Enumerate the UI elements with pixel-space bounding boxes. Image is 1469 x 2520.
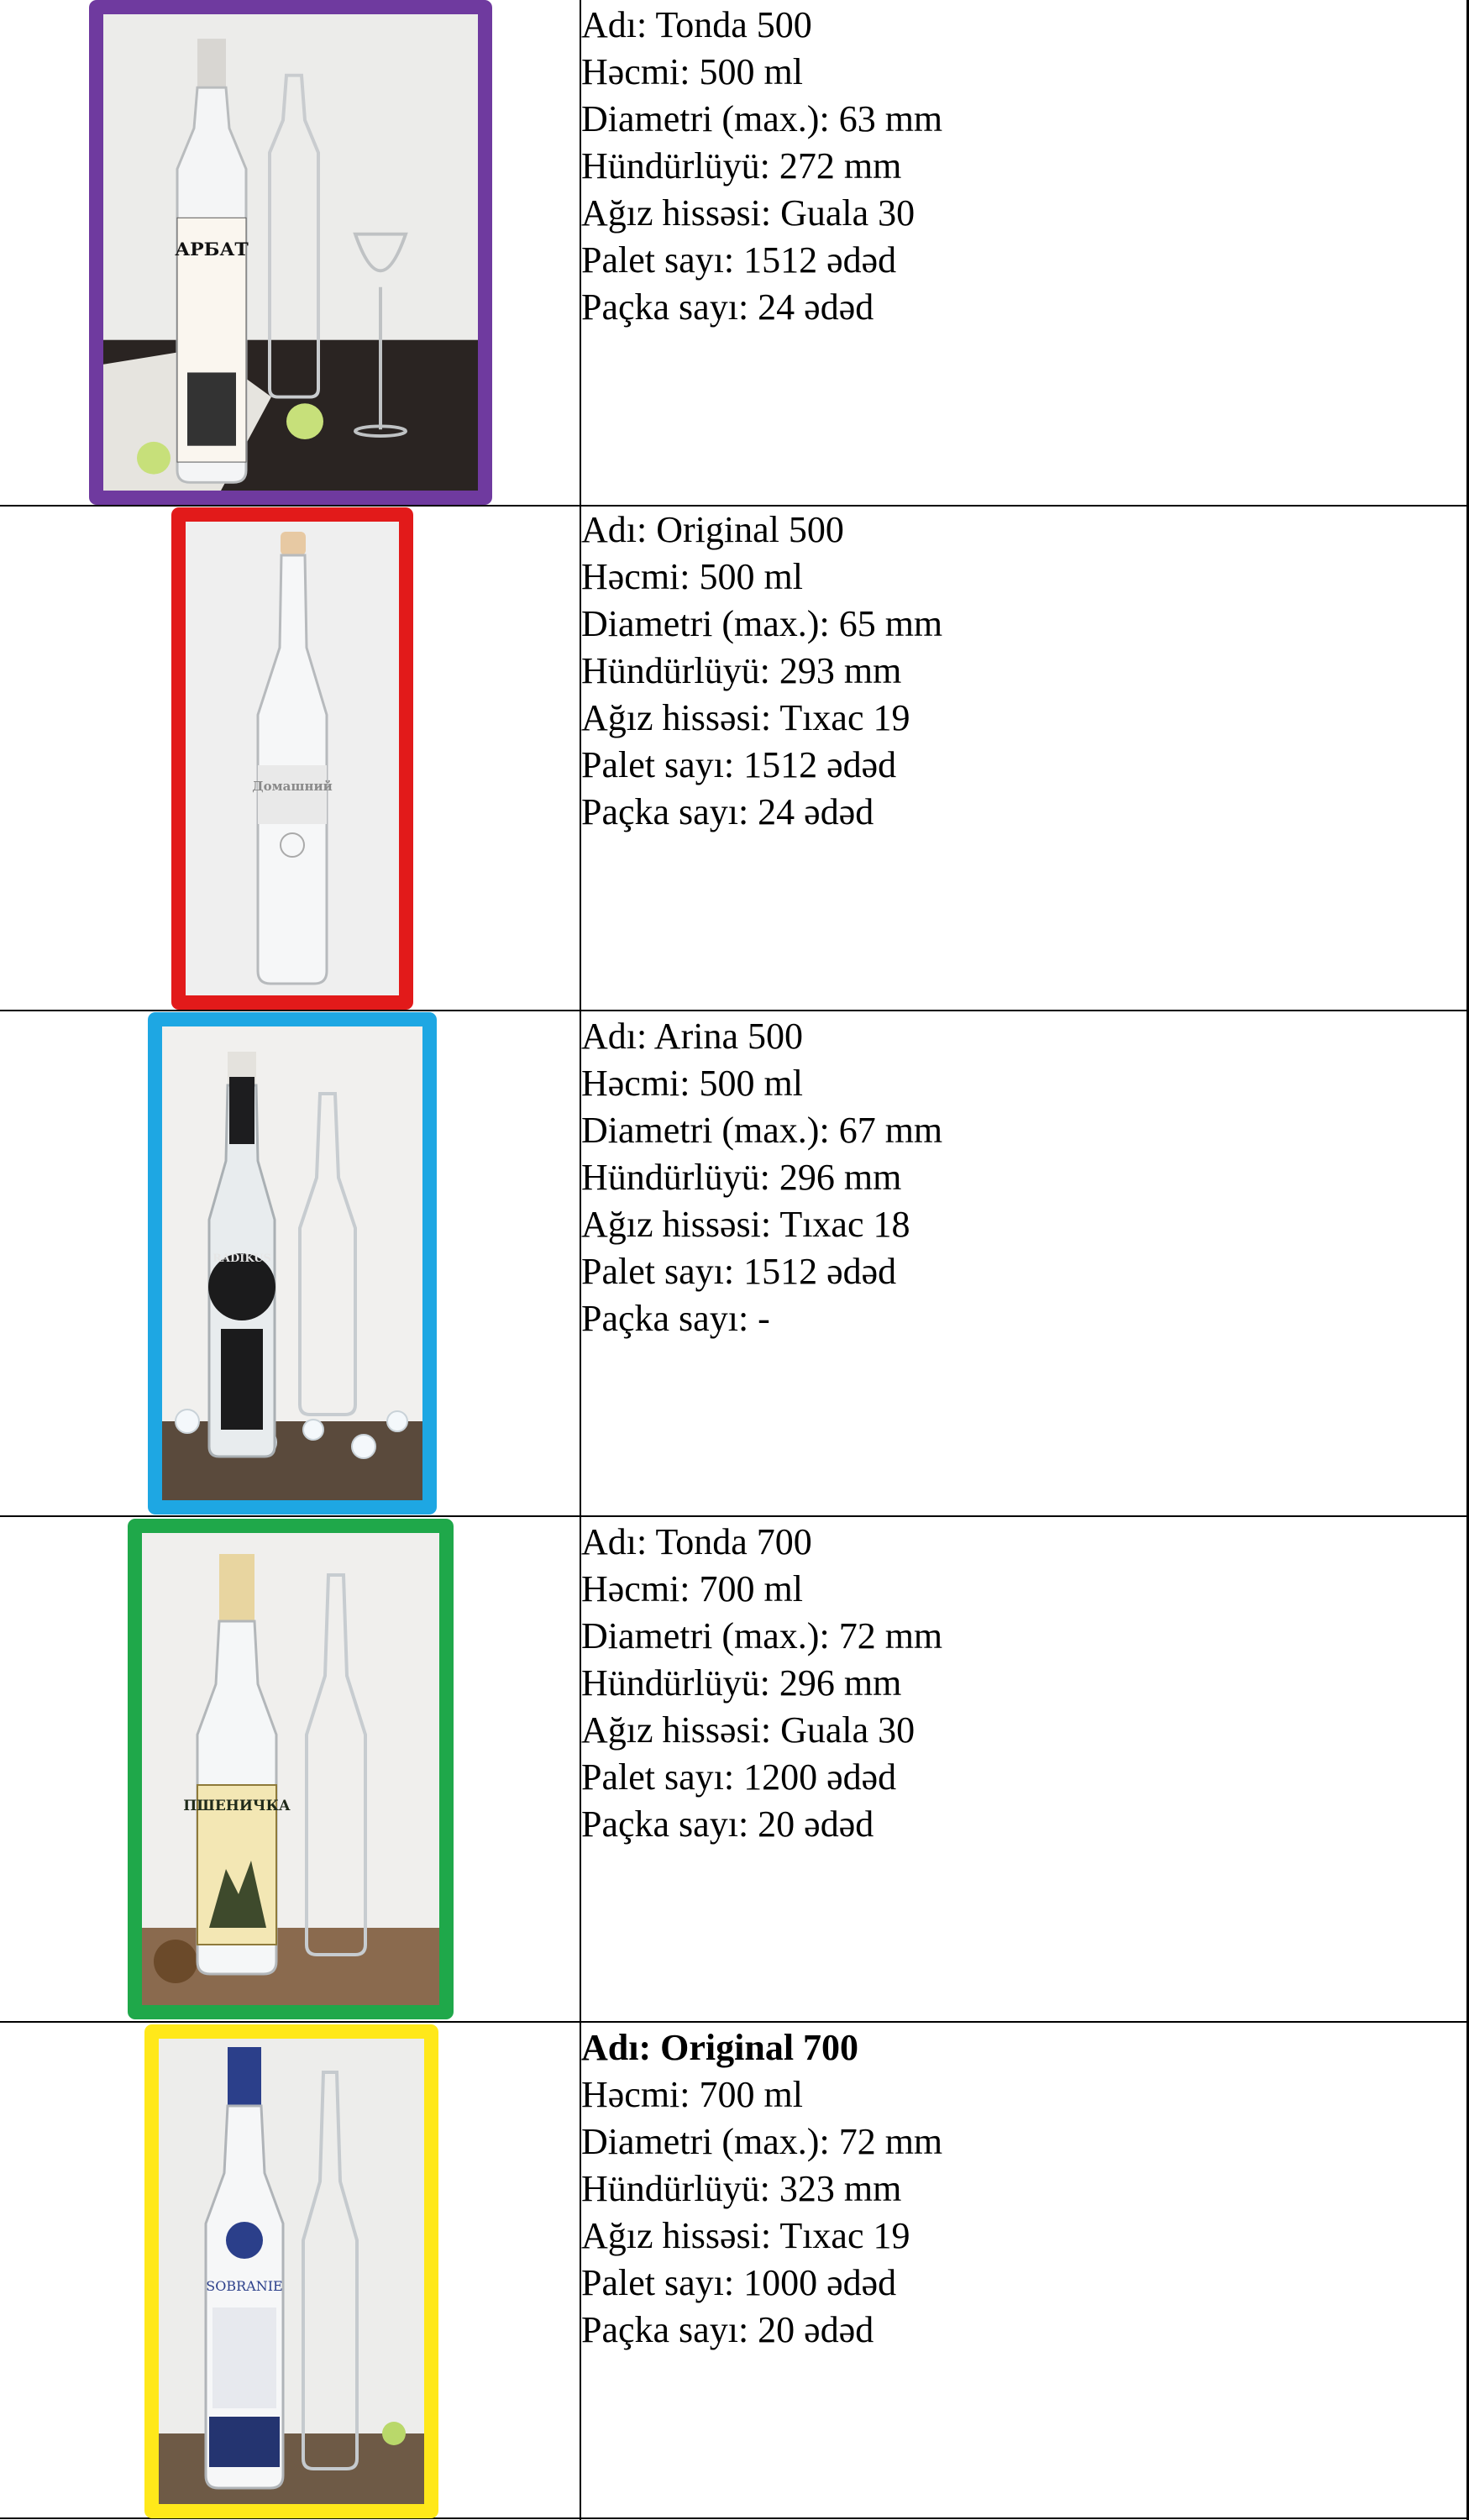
spec-height: Hündürlüyü: 296 mm — [581, 1662, 902, 1704]
spec-diameter: Diametri (max.): 63 mm — [581, 98, 943, 139]
bottle-label-text: Домашний — [252, 779, 333, 794]
spec-pack-count: Paçka sayı: - — [581, 1298, 770, 1339]
spec-pack-count: Paçka sayı: 24 ədəd — [581, 791, 874, 832]
product-photo — [171, 507, 413, 1010]
spec-neck-finish: Ağız hissəsi: Tıxac 19 — [581, 697, 910, 738]
spec-height: Hündürlüyü: 293 mm — [581, 650, 902, 691]
spec-name: Adı: Tonda 500 — [581, 4, 812, 45]
spec-pallet-count: Palet sayı: 1512 ədəd — [581, 744, 897, 785]
spec-diameter: Diametri (max.): 65 mm — [581, 603, 943, 644]
table-row-divider — [0, 2021, 1469, 2023]
spec-pallet-count: Palet sayı: 1512 ədəd — [581, 239, 897, 281]
spec-name: Adı: Original 500 — [581, 509, 844, 550]
product-specs — [581, 2, 942, 331]
table-row-divider — [0, 1515, 1469, 1517]
spec-volume: Həcmi: 700 ml — [581, 2074, 803, 2115]
spec-diameter: Diametri (max.): 72 mm — [581, 1615, 943, 1656]
spec-volume: Həcmi: 500 ml — [581, 556, 803, 597]
bottle-label-text: ПШЕНИЧКА — [183, 1798, 291, 1814]
spec-name: Adı: Arina 500 — [581, 1016, 803, 1057]
spec-pack-count: Paçka sayı: 20 ədəd — [581, 1803, 874, 1845]
bottle-label-text: SOBRANIE — [206, 2278, 283, 2294]
spec-pack-count: Paçka sayı: 20 ədəd — [581, 2309, 874, 2350]
spec-pallet-count: Palet sayı: 1000 ədəd — [581, 2262, 897, 2303]
spec-volume: Həcmi: 500 ml — [581, 51, 803, 92]
spec-neck-finish: Ağız hissəsi: Tıxac 18 — [581, 1204, 910, 1245]
spec-pallet-count: Palet sayı: 1200 ədəd — [581, 1756, 897, 1798]
spec-neck-finish: Ağız hissəsi: Guala 30 — [581, 1709, 916, 1751]
spec-diameter: Diametri (max.): 72 mm — [581, 2121, 943, 2162]
spec-volume: Həcmi: 500 ml — [581, 1063, 803, 1104]
product-photo — [128, 1519, 454, 2019]
product-photo — [89, 0, 492, 505]
table-row-divider — [0, 1010, 1469, 1011]
spec-height: Hündürlüyü: 323 mm — [581, 2168, 902, 2209]
bottle-label-text: RADIKUS — [212, 1252, 271, 1265]
spec-diameter: Diametri (max.): 67 mm — [581, 1110, 943, 1151]
product-photo — [144, 2024, 438, 2518]
spec-volume: Həcmi: 700 ml — [581, 1568, 803, 1609]
spec-height: Hündürlüyü: 272 mm — [581, 145, 902, 186]
spec-pallet-count: Palet sayı: 1512 ədəd — [581, 1251, 897, 1292]
product-specs — [581, 2024, 942, 2354]
product-specs — [581, 507, 942, 836]
spec-pack-count: Paçka sayı: 24 ədəd — [581, 286, 874, 328]
spec-height: Hündürlüyü: 296 mm — [581, 1157, 902, 1198]
product-photo — [148, 1012, 437, 1515]
bottle-label-text: АРБАТ — [175, 239, 249, 260]
spec-name: Adı: Original 700 — [581, 2027, 859, 2068]
product-specs — [581, 1013, 942, 1342]
product-specs — [581, 1519, 942, 1848]
spec-neck-finish: Ağız hissəsi: Guala 30 — [581, 192, 916, 234]
spec-neck-finish: Ağız hissəsi: Tıxac 19 — [581, 2215, 910, 2256]
spec-name: Adı: Tonda 700 — [581, 1521, 812, 1562]
